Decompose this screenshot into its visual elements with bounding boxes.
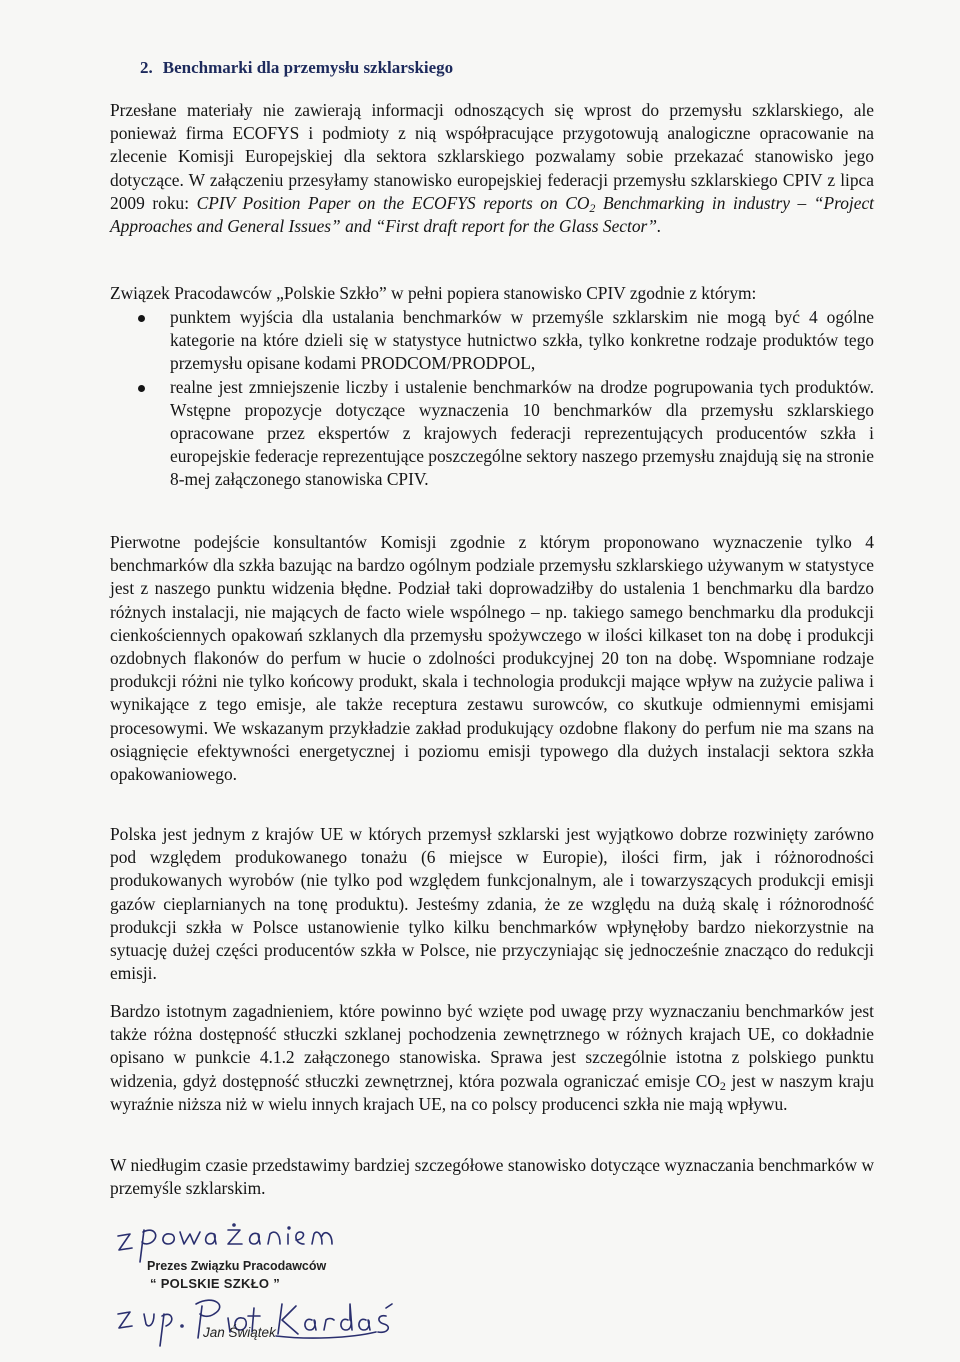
stamp-organization: “ POLSKIE SZKŁO ”	[150, 1276, 281, 1291]
cullet-text-a: Bardzo istotnym zagadnieniem, które powinno być wzięte pod uwagę przy wyznaczaniu benchmarków jest także różna dostępność stłuczki szklanej pochodzenia zewnętrznego w różnych krajach UE, co dokładnie opisano w punkcie 4.1.2 załączonego stanowiska. Sprawa jest szczególnie istotna z polskiego punktu widzenia, gdyż dostępność stłuczki zewnętrznej, która pozwala ograniczać emisje CO	[110, 1001, 874, 1091]
bullet-item	[110, 376, 874, 492]
bullet-text: punktem wyjścia dla ustalania benchmarków w przemyśle szklarskim nie mogą być 4 ogólne kategorie na które dzieli się w statystyce hutnictwo szkła, tylko konkretne rodzaje produktów tego przemysłu opisane kodami PRODCOM/PRODPOL,	[170, 307, 874, 374]
section-title-text: Benchmarki dla przemysłu szklarskiego	[162, 58, 454, 77]
co2-subscript: 2	[589, 200, 596, 215]
cullet-text-b: jest w naszym kraju wyraźnie niższa niż w wielu innych krajach UE, na co polscy producenci szkła nie mają wpływu.	[110, 1070, 874, 1114]
bullet-item	[110, 306, 874, 376]
paragraph-intro-text: Przesłane materiały nie zawierają informacji odnoszących się wprost do przemysłu szklarskiego, ale ponieważ firma ECOFYS i podmioty z nią współpracujące przygotowują analogiczne opracowanie na zlecenie Komisji Europejskiej dla sektora szklarskiego pozwalamy sobie przekazać stanowisko jego dotyczące. W załączeniu przesyłamy stanowisko europejskiej federacji przemysłu szklarskiego CPIV z lipca 2009 roku:	[110, 100, 874, 213]
signatory-name: Jan Świątek	[203, 1325, 276, 1340]
paragraph-support-intro: Związek Pracodawców „Polskie Szkło” w pełni popiera stanowisko CPIV zgodnie z którym:	[110, 283, 757, 303]
co2-subscript: 2	[719, 1078, 726, 1093]
paragraph-closing: W niedługim czasie przedstawimy bardziej szczegółowe stanowisko dotyczące wyznaczania benchmarków w przemyśle szklarskim.	[110, 1155, 874, 1199]
section-heading	[140, 58, 453, 78]
bullet-icon	[138, 315, 145, 322]
paragraph-cullet	[110, 1000, 874, 1116]
cpiv-paper-title	[110, 193, 874, 236]
bullet-text: realne jest zmniejszenie liczby i ustalenie benchmarków na drodze pogrupowania tych produktów. Wstępne propozycje dotyczące wyznaczenia 10 benchmarków dla przemysłu szklarskiego opracowane przez ekspertów z krajowych federacji reprezentujących producentów szkła i europejskie federacje reprezentujące poszczególne sektory naszego przemysłu znajdują się na stronie 8-mej załączonego stanowiska CPIV.	[170, 376, 874, 490]
cpiv-title-part-a: CPIV Position Paper on the ECOFYS reports on CO	[196, 192, 590, 213]
stamp-title: Prezes Związku Pracodawców	[147, 1259, 327, 1273]
bullet-list	[110, 306, 874, 492]
bullet-icon	[138, 385, 145, 392]
cpiv-title-part-b: Benchmarking in industry – “Project Approaches and General Issues” and “First draft report for the Glass Sector”.	[110, 192, 875, 237]
paragraph-consultants: Pierwotne podejście konsultantów Komisji zgodnie z którym proponowano wyznaczenie tylko 4 benchmarków dla szkła bazując na bardzo ogólnym podziale przemysłu szklarskiego używanym w statystyce jest z naszego punktu widzenia błędne. Podział taki doprowadziłby do ustalenia 1 benchmarku dla bardzo różnych instalacji, nie mających de facto wiele wspólnego – np. takiego samego benchmarku dla produkcji cienkościennych opakowań szklanych dla przemysłu spożywczego w ilości kilkaset ton na dobę i produkcji ozdobnych flakonów do perfum w hucie o zdolności produkcyjnej 20 ton na dobę. Wspomniane rodzaje produkcji różni nie tylko końcowy produkt, skala i technologia produkcji mające wpływ na zużycie paliwa i wynikające z tego emisje, ale także receptura zestawu surowców, co skutkuje odmiennymi emisjami procesowymi. We wskazanym przykładzie zakład produkujący ozdobne flakony do perfum nie ma szans na osiągnięcie efektywności energetycznej i poziomu emisji typowego dla dużych instalacji sektora szkła opakowaniowego.	[110, 532, 874, 785]
signature-block	[110, 1222, 470, 1352]
paragraph-poland: Polska jest jednym z krajów UE w których przemysł szklarski jest wyjątkowo dobrze rozwinięty zarówno pod względem produkowanego tonażu (6 miejsce w Europie), ilości firm, jak i różnorodności produkowanych wyrobów (nie tylko pod względem funkcjonalnym, ale i towarzyszących produkcji emisji gazów cieplarnianych na tonę produktu). Jesteśmy zdania, że ze względu na dużą skalę i różnorodność produkcji szkła w Polsce ustanowienie tylko kilku benchmarków wpłynęłoby bardzo niekorzystnie na sytuację dużej części producentów szkła w Polsce, nie przyczyniając się jednocześnie znacząco do redukcji emisji.	[110, 824, 874, 984]
paragraph-intro	[110, 99, 874, 238]
section-number: 2.	[140, 58, 153, 77]
